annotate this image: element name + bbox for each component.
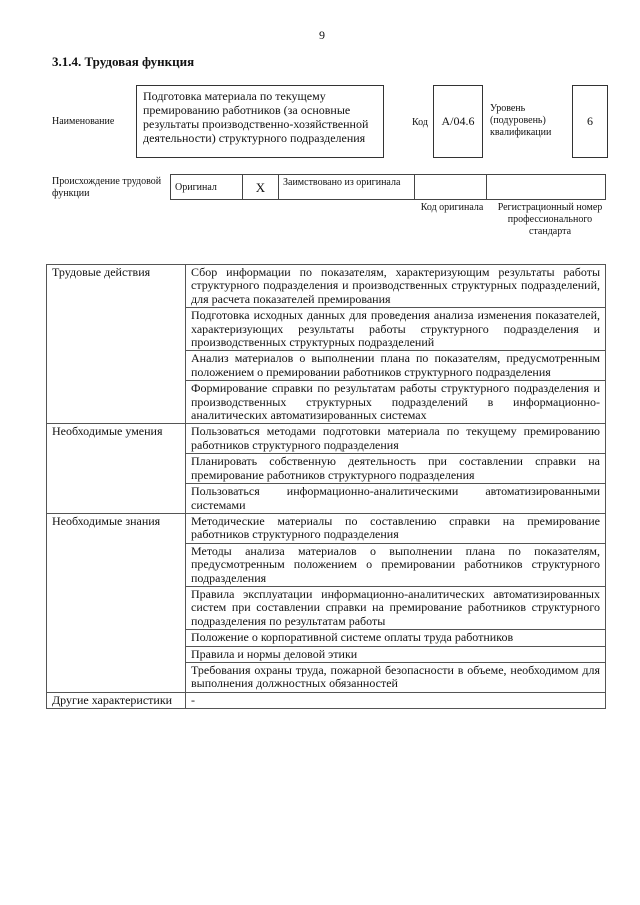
item-cell: Правила эксплуатации информационно-аналитических автоматизированных систем при составлении справки на премирование работников структурного подразделения по результатам работы	[186, 586, 606, 629]
origin-mark: X	[243, 175, 279, 199]
table-row	[47, 424, 606, 454]
function-code: А/04.6	[433, 85, 483, 158]
function-name: Подготовка материала по текущему премированию работников (за основные результаты производственно-хозяйственной деятельности) структурного подразделения	[136, 85, 384, 158]
item-cell: Формирование справки по результатам работы структурного подразделения и производственных структурных подразделений в информационно-аналитических автоматизированных системах	[186, 381, 606, 424]
category-cell: Необходимые знания	[47, 513, 186, 692]
level-label: Уровень (подуровень) квалификации	[490, 103, 552, 138]
name-label: Наименование	[52, 116, 115, 127]
item-cell: -	[186, 692, 606, 708]
table-row	[47, 513, 606, 543]
origin-code-cell	[415, 175, 487, 199]
origin-original: Оригинал	[171, 175, 243, 199]
page-number: 9	[319, 28, 325, 42]
origin-borrowed: Заимствовано из оригинала	[279, 175, 415, 199]
item-cell: Подготовка исходных данных для проведения анализа изменения показателей, характеризующих результаты работы структурного подразделения и производственных структурных подразделений	[186, 308, 606, 351]
category-cell: Другие характеристики	[47, 692, 186, 708]
table-row	[47, 692, 606, 708]
origin-label: Происхождение трудовой функции	[52, 176, 162, 199]
category-cell: Трудовые действия	[47, 265, 186, 424]
item-cell: Пользоваться методами подготовки материала по текущему премированию работников структурного подразделения	[186, 424, 606, 454]
item-cell: Правила и нормы деловой этики	[186, 646, 606, 662]
item-cell: Требования охраны труда, пожарной безопасности в объеме, необходимом для выполнения должностных обязанностей	[186, 662, 606, 692]
item-cell: Сбор информации по показателям, характеризующим результаты работы структурного подразделения и производственных структурных подразделений, для расчета показателей премирования	[186, 265, 606, 308]
origin-reg-cell	[487, 175, 605, 199]
origin-row	[170, 174, 606, 200]
qualification-level: 6	[572, 85, 608, 158]
section-title: 3.1.4. Трудовая функция	[52, 54, 195, 69]
item-cell: Планировать собственную деятельность при составлении справки на премирование работников структурного подразделения	[186, 454, 606, 484]
item-cell: Анализ материалов о выполнении плана по показателям, предусмотренным положением о премировании работников структурного подразделения	[186, 351, 606, 381]
item-cell: Методы анализа материалов о выполнении плана по показателям, предусмотренным положением о премировании работников структурного подразделения	[186, 543, 606, 586]
registration-number-caption: Регистрационный номер профессионального стандарта	[497, 202, 603, 237]
item-cell: Методические материалы по составлению справки на премирование работников структурного подразделения	[186, 513, 606, 543]
code-label: Код	[412, 117, 428, 128]
item-cell: Положение о корпоративной системе оплаты труда работников	[186, 630, 606, 646]
function-details-table	[46, 264, 606, 709]
table-row	[47, 265, 606, 308]
category-cell: Необходимые умения	[47, 424, 186, 513]
item-cell: Пользоваться информационно-аналитическими автоматизированными системами	[186, 484, 606, 514]
origin-code-caption: Код оригинала	[420, 202, 484, 213]
